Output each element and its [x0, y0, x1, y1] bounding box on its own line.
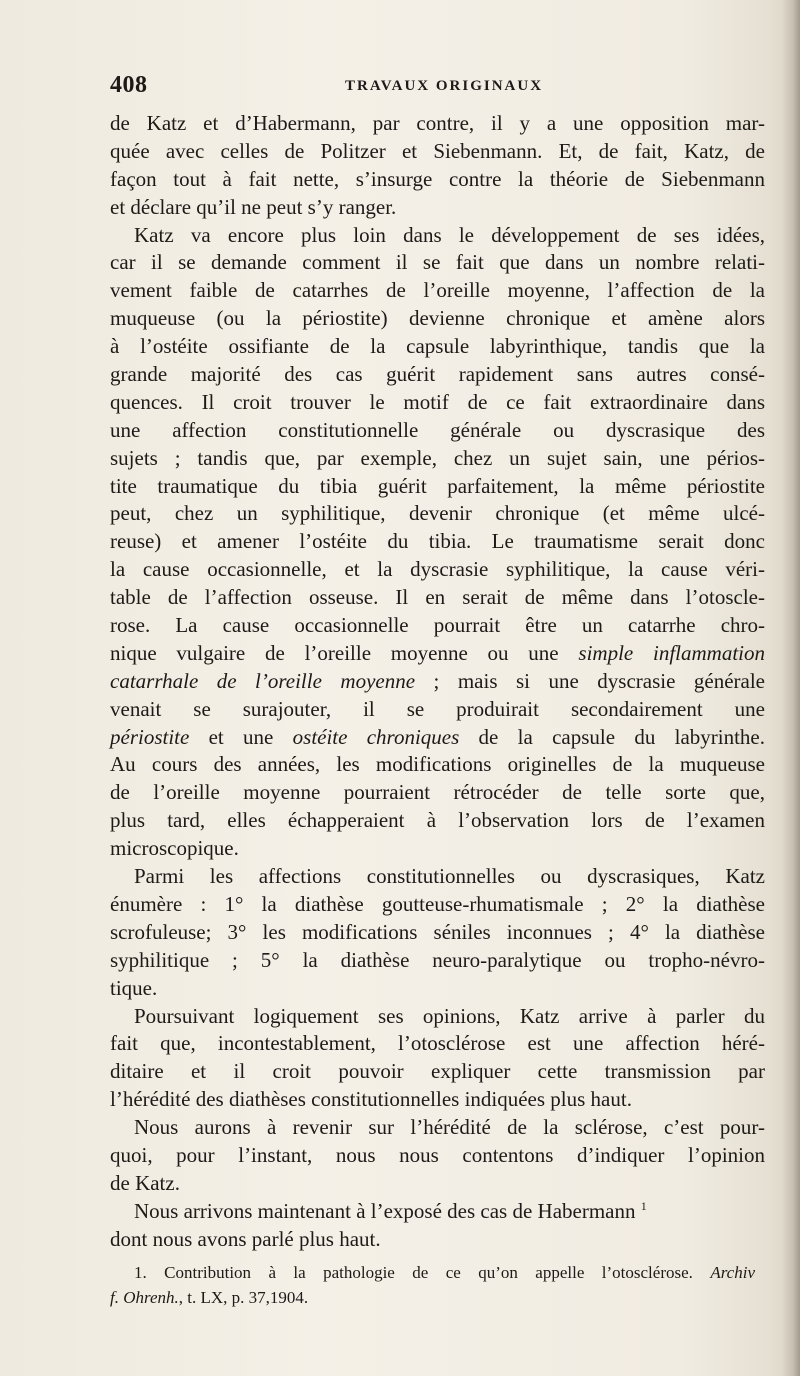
- footnote-reference: 1: [640, 1198, 647, 1213]
- text-segment: et une: [189, 724, 293, 749]
- text-line: de Katz.: [110, 1170, 180, 1195]
- text-line: Au cours des années, les modifications originelles de la muqueuse: [110, 752, 765, 777]
- footnote-italic: Archiv: [710, 1263, 755, 1282]
- text-line: Katz va encore plus loin dans le développement de ses idées,: [134, 222, 765, 247]
- text-line: et déclare qu’il ne peut s’y ranger.: [110, 194, 397, 219]
- footnote-text: 1. Contribution à la pathologie de ce qu’on appelle l’otosclérose.: [134, 1263, 711, 1282]
- text-line: tique.: [110, 975, 158, 1000]
- text-line: table de l’affection osseuse. Il en serait de même dans l’otoscle-: [110, 585, 765, 610]
- text-line: [110, 668, 765, 696]
- footnote: [110, 1260, 755, 1310]
- text-line: quée avec celles de Politzer et Siebenmann. Et, de fait, Katz, de: [110, 138, 765, 163]
- text-line: peut, chez un syphilitique, devenir chronique (et même ulcé-: [110, 501, 765, 526]
- text-line: microscopique.: [110, 836, 239, 861]
- text-line: venait se surajouter, il se produirait secondairement une: [110, 696, 765, 721]
- text-line: vement faible de catarrhes de l’oreille moyenne, l’affection de la: [110, 278, 765, 303]
- text-segment: nique vulgaire de l’oreille moyenne ou une: [110, 640, 579, 665]
- text-line: rose. La cause occasionnelle pourrait être un catarrhe chro-: [110, 613, 765, 638]
- text-line: la cause occasionnelle, et la dyscrasie syphilitique, la cause véri-: [110, 557, 765, 582]
- text-line: Nous aurons à revenir sur l’hérédité de la sclérose, c’est pour-: [134, 1115, 765, 1140]
- page-edge-shadow: [782, 0, 800, 1376]
- footnote-line: [110, 1260, 755, 1285]
- text-line: grande majorité des cas guérit rapidement sans autres consé-: [110, 362, 765, 387]
- text-line: reuse) et amener l’ostéite du tibia. Le traumatisme serait donc: [110, 529, 765, 554]
- text-line: muqueuse (ou la périostite) devienne chronique et amène alors: [110, 306, 765, 331]
- footnote-line: [110, 1285, 755, 1310]
- text-segment: de la capsule du labyrinthe.: [459, 724, 765, 749]
- text-line: une affection constitutionnelle générale ou dyscrasique des: [110, 417, 765, 442]
- text-line: dont nous avons parlé plus haut.: [110, 1226, 381, 1251]
- italic-text: simple inflammation: [578, 640, 765, 665]
- text-line: à l’ostéite ossifiante de la capsule labyrinthique, tandis que la: [110, 334, 765, 359]
- text-line: l’hérédité des diathèses constitutionnelles indiquées plus haut.: [110, 1087, 632, 1112]
- text-line: de l’oreille moyenne pourraient rétrocéder de telle sorte que,: [110, 780, 765, 805]
- italic-text: ostéite chroniques: [292, 724, 460, 749]
- italic-text: catarrhale de l’oreille moyenne: [110, 668, 416, 693]
- footnote-text: , t. LX, p. 37,1904.: [178, 1288, 309, 1307]
- page-header: [110, 72, 750, 102]
- text-line: [110, 640, 765, 668]
- text-line: plus tard, elles échapperaient à l’observation lors de l’examen: [110, 808, 765, 833]
- text-line: Parmi les affections constitutionnelles ou dyscrasiques, Katz: [134, 864, 765, 889]
- text-line: car il se demande comment il se fait que dans un nombre relati-: [110, 250, 765, 275]
- page-number: 408: [110, 72, 148, 98]
- text-line: ditaire et il croit pouvoir expliquer cette transmission par: [110, 1059, 765, 1084]
- text-line: tite traumatique du tibia guérit parfaitement, la même périostite: [110, 473, 765, 498]
- text-line: [110, 1198, 765, 1226]
- text-line: [110, 724, 765, 752]
- text-line: énumère : 1° la diathèse goutteuse-rhumatismale ; 2° la diathèse: [110, 891, 765, 916]
- text-line: de Katz et d’Habermann, par contre, il y a une opposition mar-: [110, 111, 765, 135]
- body-text: [110, 110, 765, 1254]
- text-line: Poursuivant logiquement ses opinions, Katz arrive à parler du: [134, 1003, 765, 1028]
- text-segment: Nous arrivons maintenant à l’exposé des cas de Habermann: [134, 1198, 636, 1223]
- text-line: quoi, pour l’instant, nous nous contentons d’indiquer l’opinion: [110, 1142, 765, 1167]
- text-line: quences. Il croit trouver le motif de ce fait extraordinaire dans: [110, 389, 765, 414]
- text-line: scrofuleuse; 3° les modifications séniles inconnues ; 4° la diathèse: [110, 919, 765, 944]
- text-segment: ; mais si une dyscrasie générale: [415, 668, 766, 693]
- text-line: sujets ; tandis que, par exemple, chez un sujet sain, une périos-: [110, 445, 765, 470]
- text-line: façon tout à fait nette, s’insurge contre la théorie de Siebenmann: [110, 166, 765, 191]
- text-line: fait que, incontestablement, l’otosclérose est une affection héré-: [110, 1031, 765, 1056]
- running-title: TRAVAUX ORIGINAUX: [345, 78, 544, 94]
- footnote-italic: f. Ohrenh.: [110, 1288, 179, 1307]
- italic-text: périostite: [110, 724, 190, 749]
- text-line: syphilitique ; 5° la diathèse neuro-paralytique ou tropho-névro-: [110, 947, 765, 972]
